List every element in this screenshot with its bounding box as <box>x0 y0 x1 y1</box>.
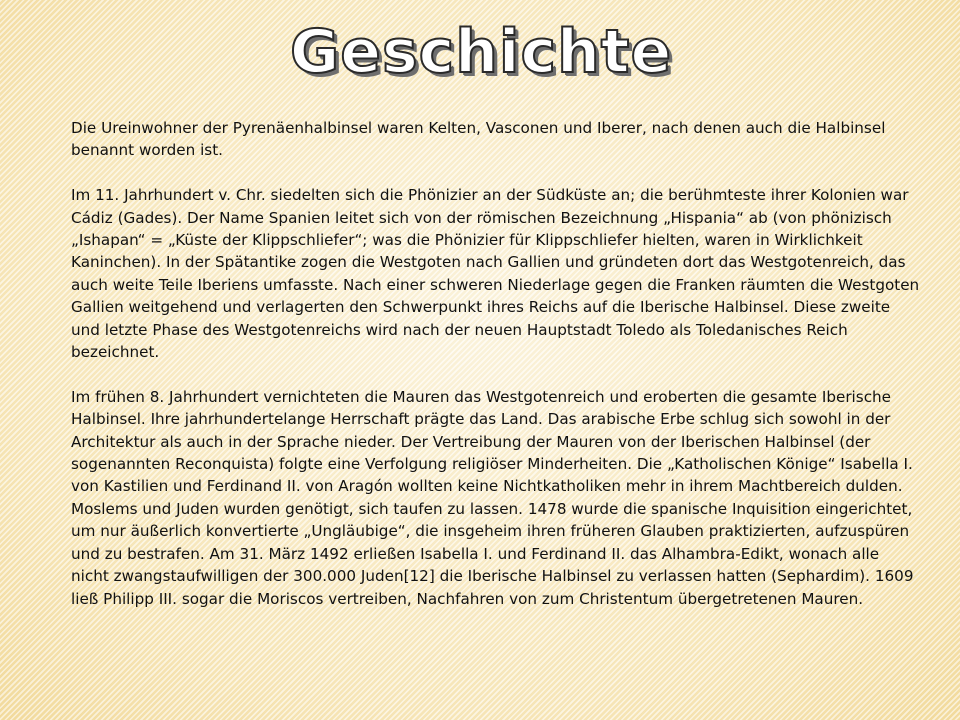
paragraph-mauren-reconquista: Im frühen 8. Jahrhundert vernichteten die Mauren das Westgotenreich und eroberten die gesamte Iberische Halbinsel. Ihre jahrhundertelange Herrschaft prägte das Land. Das arabische Erbe schlug sich sowohl in der Architektur als auch in der Sprache nieder. Der Vertreibung der Mauren von der Iberischen Halbinsel (der sogenannten Reconquista) folgte eine Verfolgung religiöser Minderheiten. Die „Katholischen Könige“ Isabella I. von Kastilien und Ferdinand II. von Aragón wollten keine Nichtkatholiken mehr in ihrem Machtbereich dulden. Moslems und Juden wurden genötigt, sich taufen zu lassen. 1478 wurde die spanische Inquisition eingerichtet, um nur äußerlich konvertierte „Ungläubige“, die insgeheim ihren früheren Glauben praktizierten, aufzuspüren und zu bestrafen. Am 31. März 1492 erließen Isabella I. und Ferdinand II. das Alhambra-Edikt, wonach alle nicht zwangstaufwilligen der 300.000 Juden[12] die Iberische Halbinsel zu verlassen hatten (Sephardim). 1609 ließ Philipp III. sogar die Moriscos vertreiben, Nachfahren von zum Christentum übergetretenen Mauren. <box>71 387 914 608</box>
slide-title: Geschichte <box>290 17 673 87</box>
paragraph-phoenizier-westgoten: Im 11. Jahrhundert v. Chr. siedelten sich die Phönizier an der Südküste an; die berühmteste ihrer Kolonien war Cádiz (Gades). Der Name Spanien leitet sich von der römischen Bezeichnung „Hispania“ ab (von phönizisch „Ishapan“ = „Küste der Klippschliefer“; was die Phönizier für Klippschliefer hielten, waren in Wirklichkeit Kaninchen). In der Spätantike zogen die Westgoten nach Gallien und gründeten dort das Westgotenreich, das auch weite Teile Iberiens umfasste. Nach einer schweren Niederlage gegen die Franken räumten die Westgoten Gallien weitgehend und verlagerten den Schwerpunkt ihres Reichs auf die Iberische Halbinsel. Diese zweite und letzte Phase des Westgotenreichs wird nach der neuen Hauptstadt Toledo als Toledanisches Reich bezeichnet. <box>71 186 920 362</box>
paragraph-ureinwohner: Die Ureinwohner der Pyrenäenhalbinsel waren Kelten, Vasconen und Iberer, nach denen auch die Halbinsel benannt worden ist. <box>71 119 886 160</box>
slide-body <box>71 117 921 610</box>
